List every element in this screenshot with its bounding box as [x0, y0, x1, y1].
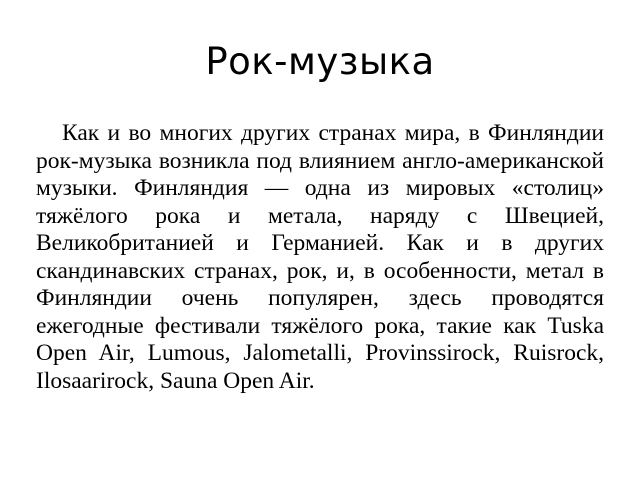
slide-title: Рок-музыка [205, 40, 435, 83]
body-paragraph: Как и во многих других странах мира, в Финляндии рок-музыка возникла под влиянием англо-американской музыки. Финляндия — одна из мировых «столиц» тяжёлого рока и метала, наряду с Швецией, Великобританией и Германией. Как и в других скандинавских странах, рок, и, в особенности, метал в Финляндии очень популярен, здесь проводятся ежегодные фестивали тяжёлого рока, такие как Tuska Open Air, Lumous, Jalometalli, Provinssirock, Ruisrock, Ilosaarirock, Sauna Open Air. [36, 120, 604, 394]
